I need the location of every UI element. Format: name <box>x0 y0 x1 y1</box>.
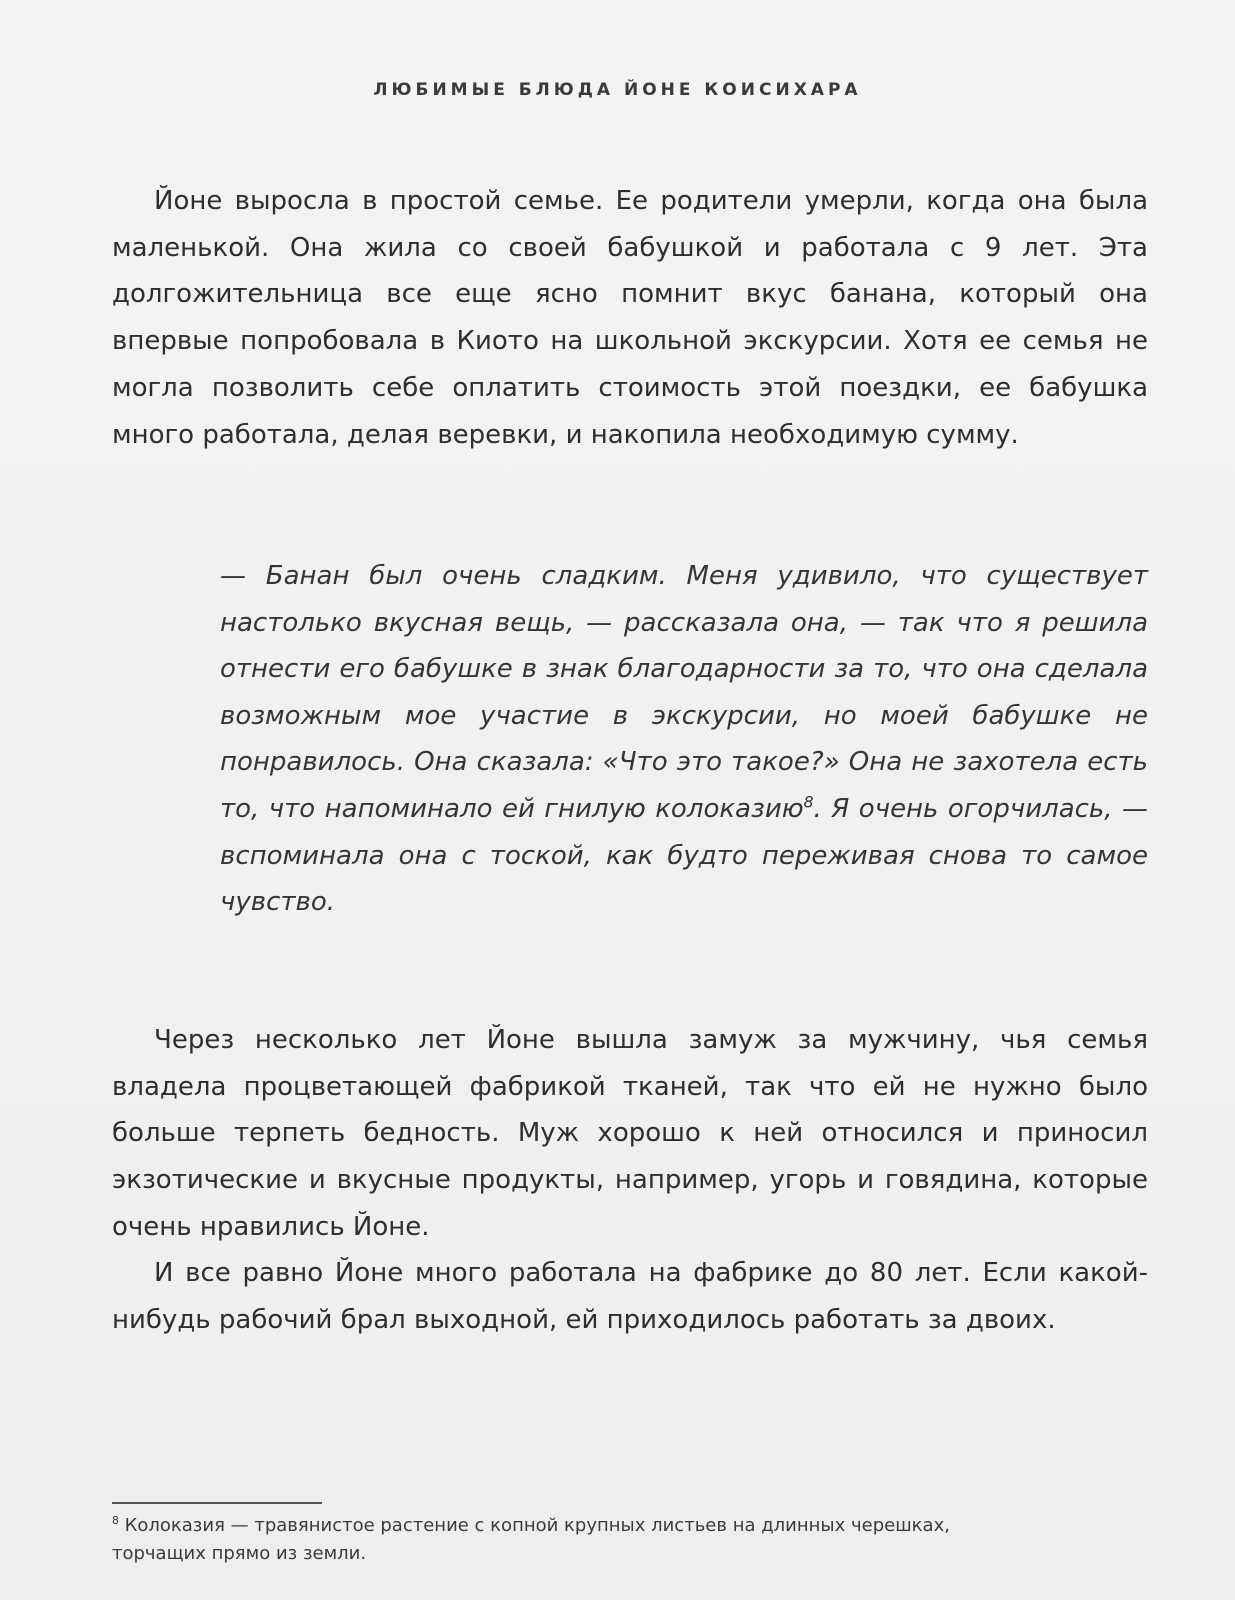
quote-banana <box>220 553 1148 926</box>
paragraph-text: Через несколько лет Йоне вышла замуж за мужчину, чья семья владела процветающей фабрикой тканей, так что ей не нужно было больше терпеть бедность. Муж хорошо к ней относился и приносил экзотические и вкусные продукты, например, угорь и говядина, которые очень нравились Йоне. <box>112 1025 1148 1242</box>
footnote-divider <box>112 1502 322 1504</box>
footnote-text <box>112 1512 1032 1568</box>
paragraph-text: Йоне выросла в простой семье. Ее родители умерли, когда она была маленькой. Она жила со своей бабушкой и работала с 9 лет. Эта долгожительница все еще ясно помнит вкус банана, который она впервые попробовала в Киото на школьной экскурсии. Хотя ее семья не могла позволить себе оплатить стоимость этой поездки, ее бабушка много работала, делая веревки, и накопила необходимую сумму. <box>112 186 1148 450</box>
quote-text-after: . Я очень огорчилась, — вспоминала она с тоской, как будто переживая снова то самое чувство. <box>220 793 1148 918</box>
paragraph-text: И все равно Йоне много работала на фабрике до 80 лет. Если какой-нибудь рабочий брал выходной, ей приходилось работать за двоих. <box>112 1258 1148 1335</box>
paragraph-work <box>112 1250 1148 1343</box>
footnote-marker: 8 <box>112 1514 119 1527</box>
running-head: ЛЮБИМЫЕ БЛЮДА ЙОНЕ КОИСИХАРА <box>373 80 862 100</box>
quote-text <box>220 553 1148 926</box>
footnote <box>112 1512 1032 1568</box>
footnote-reference: 8 <box>803 793 814 812</box>
paragraph-marriage <box>112 1017 1148 1251</box>
quote-text-before: — Банан был очень сладким. Меня удивило, что существует настолько вкусная вещь, — рассказала она, — так что я решила отнести его бабушке в знак благодарности за то, что она сделала возможным мое участие в экскурсии, но моей бабушке не понравилось. Она сказала: «Что это такое?» Она не захотела есть то, что напоминало ей гнилую колоказию <box>220 561 1148 824</box>
footnote-body: Колоказия — травянистое растение с копной крупных листьев на длинных черешках, торчащих прямо из земли. <box>112 1515 950 1564</box>
paragraph-childhood <box>112 178 1148 458</box>
